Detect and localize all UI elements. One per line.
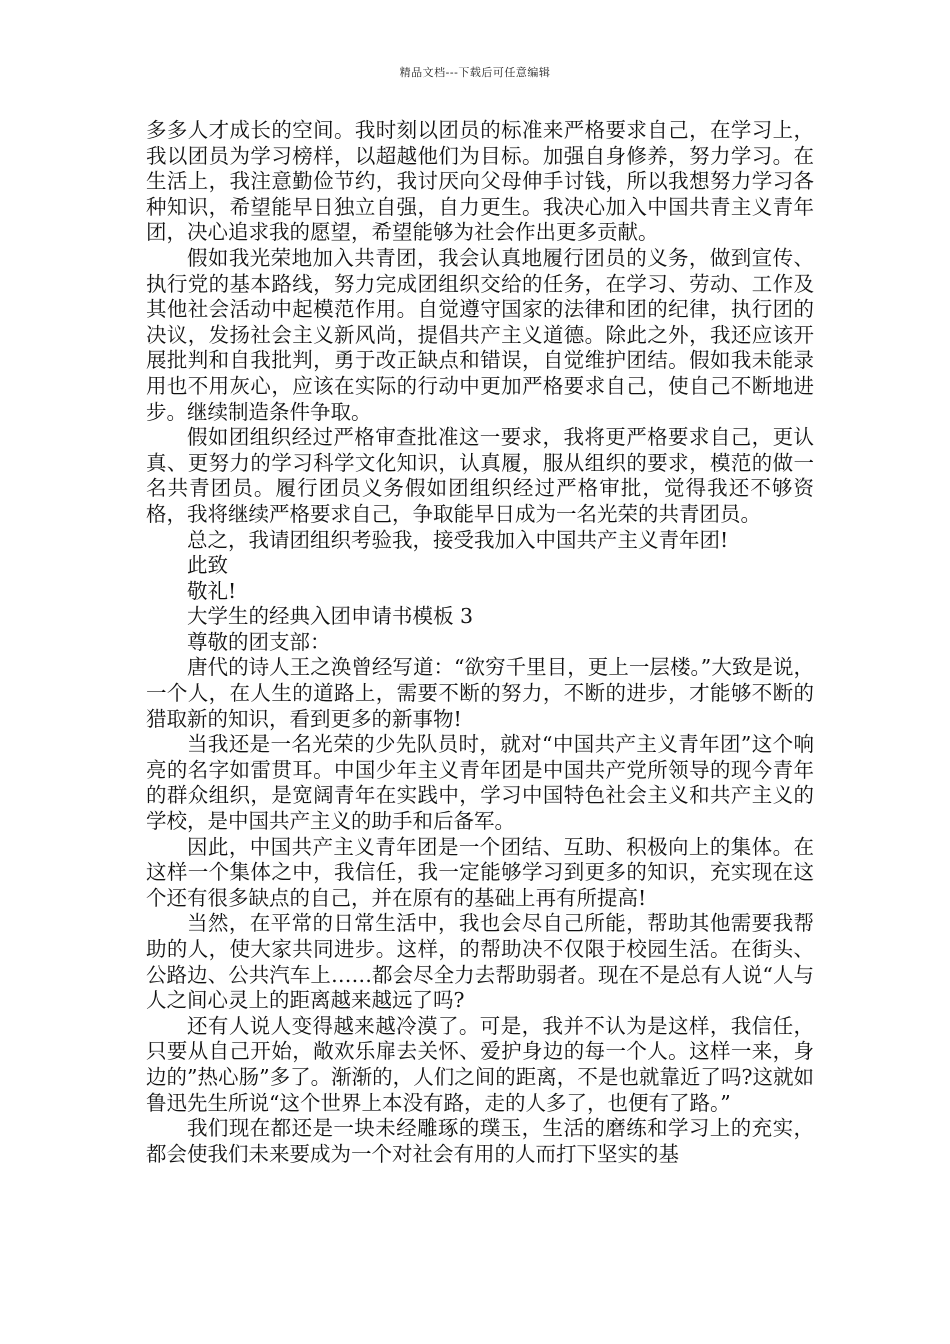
closing-statement: 总之，我请团组织考验我，接受我加入中国共产主义青年团! xyxy=(187,527,729,552)
page-header: 精品文档---下载后可任意编辑 xyxy=(399,66,551,79)
section-title: 大学生的经典入团申请书模板 3 xyxy=(187,604,474,629)
paragraph: 假如团组织经过严格审查批准这一要求，我将更严格要求自己，更认真、更努力的学习科学文化知识，认真履，服从组织的要求，模范的做一名共青团员。履行团员义务假如团组织经过严格审批，觉得我还不够资格，我将继续严格要求自己，争取能早日成为一名光荣的共青团员。 xyxy=(146,425,814,526)
paragraph: 我们现在都还是一块未经雕琢的璞玉，生活的磨练和学习上的充实，都会使我们未来要成为一个对社会有用的人而打下坚实的基 xyxy=(146,1116,814,1166)
salutation-jingli: 敬礼! xyxy=(187,578,237,603)
paragraph: 假如我光荣地加入共青团，我会认真地履行团员的义务，做到宣传、执行党的基本路线，努力完成团组织交给的任务，在学习、劳动、工作及其他社会活动中起模范作用。自觉遵守国家的法律和团的纪律，执行团的决议，发扬社会主义新风尚，提倡共产主义道德。除此之外，我还应该开展批判和自我批判，勇于改正缺点和错误，自觉维护团结。假如我未能录用也不用灰心，应该在实际的行动中更加严格要求自己，使自己不断地进步。继续制造条件争取。 xyxy=(146,245,814,424)
paragraph: 唐代的诗人王之涣曾经写道：“欲穷千里目，更上一层楼。”大致是说，一个人，在人生的道路上，需要不断的努力，不断的进步，才能够不断的猎取新的知识，看到更多的新事物! xyxy=(146,655,814,731)
paragraph-continuation: 多多人才成长的空间。我时刻以团员的标准来严格要求自己，在学习上，我以团员为学习榜样，以超越他们为目标。加强自身修养，努力学习。在生活上，我注意勤俭节约，我讨厌向父母伸手讨钱，所以我想努力学习各种知识，希望能早日独立自强，自力更生。我决心加入中国共青主义青年团，决心追求我的愿望，希望能够为社会作出更多贡献。 xyxy=(146,118,814,245)
paragraph: 当然，在平常的日常生活中，我也会尽自己所能，帮助其他需要我帮助的人，使大家共同进步。这样，的帮助决不仅限于校园生活。在街头、公路边、公共汽车上……都会尽全力去帮助弱者。现在不是总有人说“人与人之间心灵上的距离越来越远了吗? xyxy=(146,911,814,1013)
paragraph: 还有人说人变得越来越冷漠了。可是，我并不认为是这样，我信任，只要从自己开始，敞欢乐扉去关怀、爱护身边的每一个人。这样一来，身边的”热心肠”多了。渐渐的，人们之间的距离，不是也就靠近了吗?这就如鲁迅先生所说“这个世界上本没有路，走的人多了，也便有了路。” xyxy=(146,1013,814,1115)
salutation-cizhi: 此致 xyxy=(187,553,228,578)
paragraph: 因此，中国共产主义青年团是一个团结、互助、积极向上的集体。在这样一个集体之中，我信任，我一定能够学习到更多的知识，充实现在这个还有很多缺点的自己，并在原有的基础上再有所提高! xyxy=(146,834,814,910)
paragraph: 当我还是一名光荣的少先队员时，就对“中国共产主义青年团”这个响亮的名字如雷贯耳。中国少年主义青年团是中国共产党所领导的现今青年的群众组织，是宽阔青年在实践中，学习中国特色社会主义和共产主义的学校，是中国共产主义的助手和后备军。 xyxy=(146,732,814,834)
letter-greeting: 尊敬的团支部： xyxy=(187,629,331,654)
document-body xyxy=(146,118,814,1167)
